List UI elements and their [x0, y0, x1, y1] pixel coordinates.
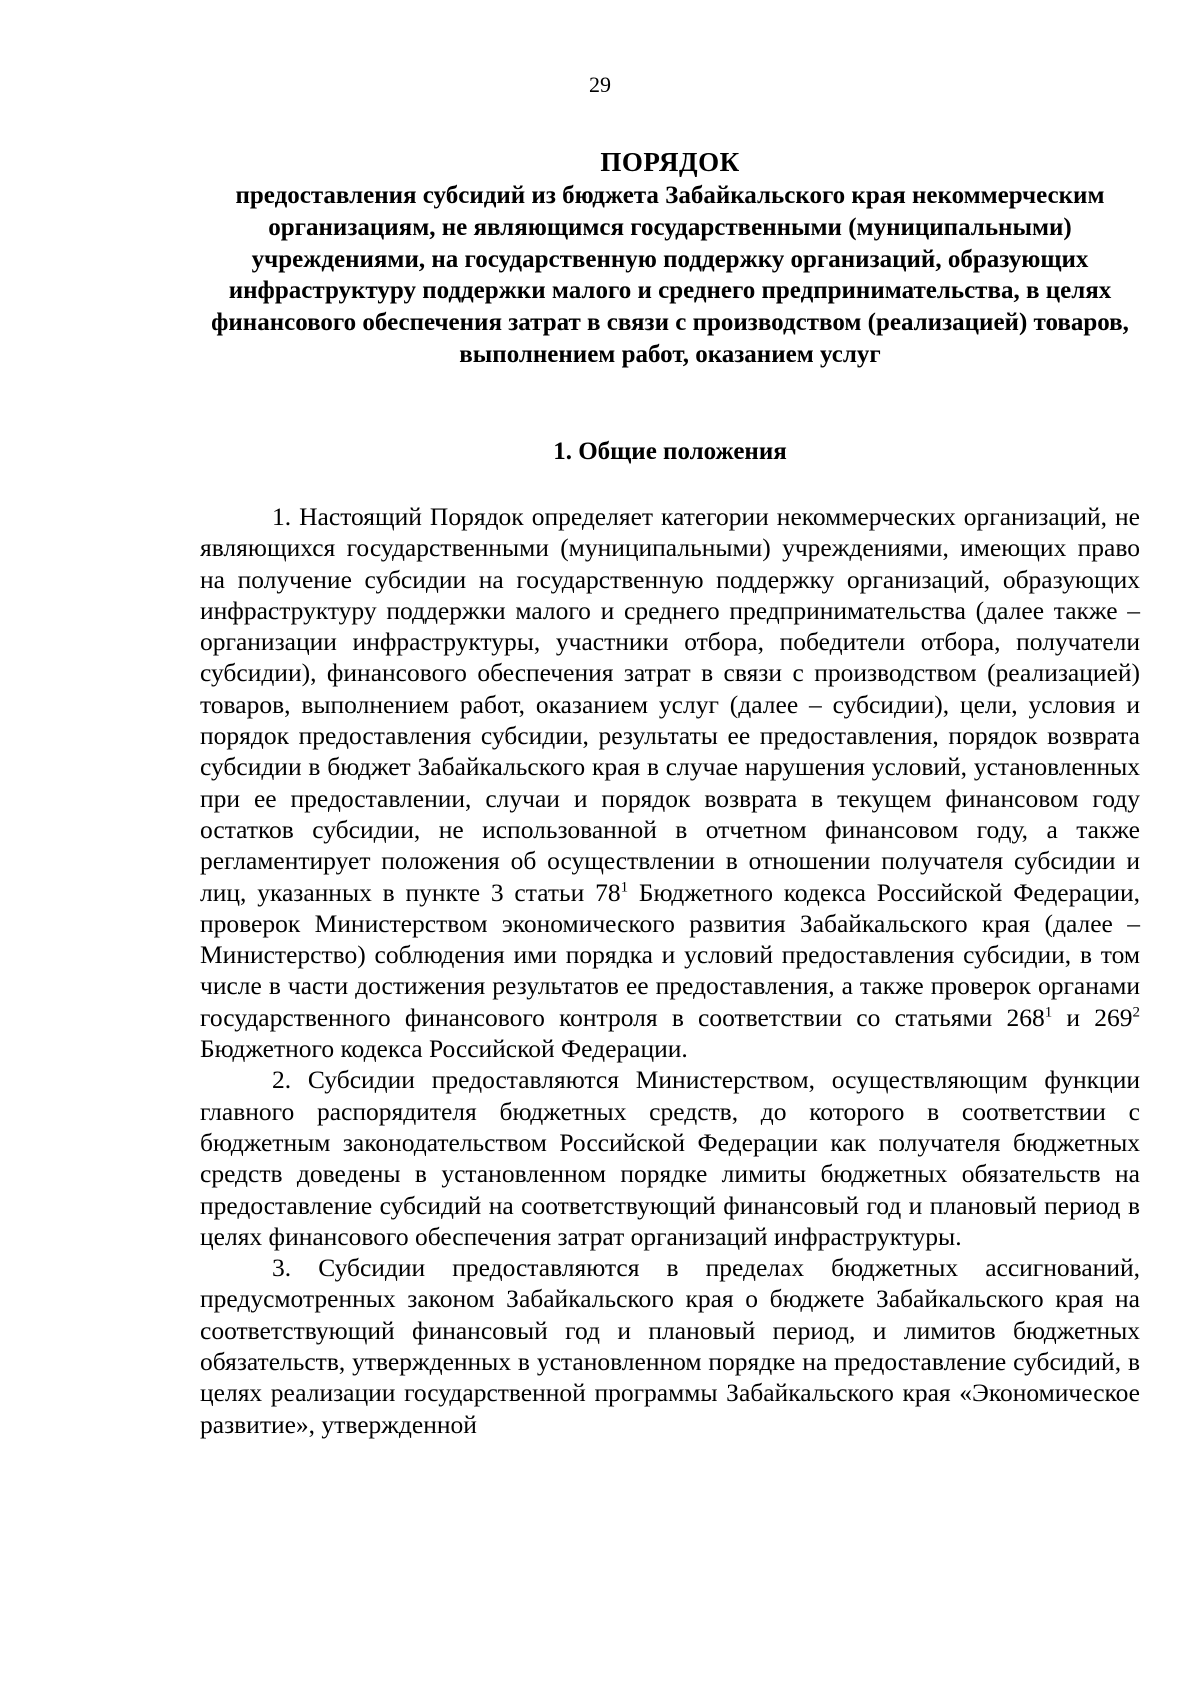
- paragraph-1-text-b: Бюджетного кодекса Российской Федерации, проверок Министерством экономического развития Забайкальского края (далее – Министерство) соблюдения ими порядка и условий предоставления субсидии, в том числе в части достижения результатов ее предоставления, а также проверок органами государственного финансового контроля в соответствии со статьями 268: [200, 877, 1140, 1032]
- paragraph-1-text-c: и 269: [1052, 1002, 1133, 1032]
- paragraph-2: 2. Субсидии предоставляются Министерством, осуществляющим функции главного распорядителя бюджетных средств, до которого в соответствии с бюджетным законодательством Российской Федерации как получателя бюджетных средств доведены в установленном порядке лимиты бюджетных обязательств на предоставление субсидий на соответствующий финансовый год и плановый период в целях финансового обеспечения затрат организаций инфраструктуры.: [200, 1065, 1140, 1251]
- paragraph-1-text-d: Бюджетного кодекса Российской Федерации.: [200, 1034, 688, 1064]
- paragraph-1: [200, 501, 1140, 1064]
- document-title: [200, 144, 1140, 371]
- section-heading: 1. Общие положения: [553, 438, 787, 465]
- title-main: ПОРЯДОК: [600, 147, 740, 177]
- paragraph-1-text-a: 1. Настоящий Порядок определяет категории некоммерческих организаций, не являющихся государственными (муниципальными) учреждениями, имеющих право на получение субсидии на государственную поддержку организаций, образующих инфраструктуру поддержки малого и среднего предпринимательства (далее также – организации инфраструктуры, участники отбора, победители отбора, получатели субсидии), финансового обеспечения затрат в связи с производством (реализацией) товаров, выполнением работ, оказанием услуг (далее – субсидии), цели, условия и порядок предоставления субсидии, результаты ее предоставления, порядок возврата субсидии в бюджет Забайкальского края в случае нарушения условий, установленных при ее предоставлении, случаи и порядок возврата в текущем финансовом году остатков субсидии, не использованной в отчетном финансовом году, а также регламентирует положения об осуществлении в отношении получателя субсидии и лиц, указанных в пункте 3 статьи 78: [200, 502, 1140, 907]
- document-body: [200, 501, 1140, 1440]
- page-number: 29: [589, 72, 611, 97]
- paragraph-3: 3. Субсидии предоставляются в пределах бюджетных ассигнований, предусмотренных законом Забайкальского края о бюджете Забайкальского края на соответствующий финансовый год и плановый период, и лимитов бюджетных обязательств, утвержденных в установленном порядке на предоставление субсидий, в целях реализации государственной программы Забайкальского края «Экономическое развитие», утвержденной: [200, 1253, 1140, 1439]
- superscript-78: 1: [620, 879, 629, 896]
- superscript-268: 1: [1044, 1004, 1053, 1021]
- superscript-269: 2: [1132, 1004, 1140, 1021]
- title-subtitle: предоставления субсидий из бюджета Забайкальского края некоммерческим организациям, не являющимся государственными (муниципальными) учреждениями, на государственную поддержку организаций, образующих инфраструктуру поддержки малого и среднего предпринимательства, в целях финансового обеспечения затрат в связи с производством (реализацией) товаров, выполнением работ, оказанием услуг: [211, 182, 1129, 368]
